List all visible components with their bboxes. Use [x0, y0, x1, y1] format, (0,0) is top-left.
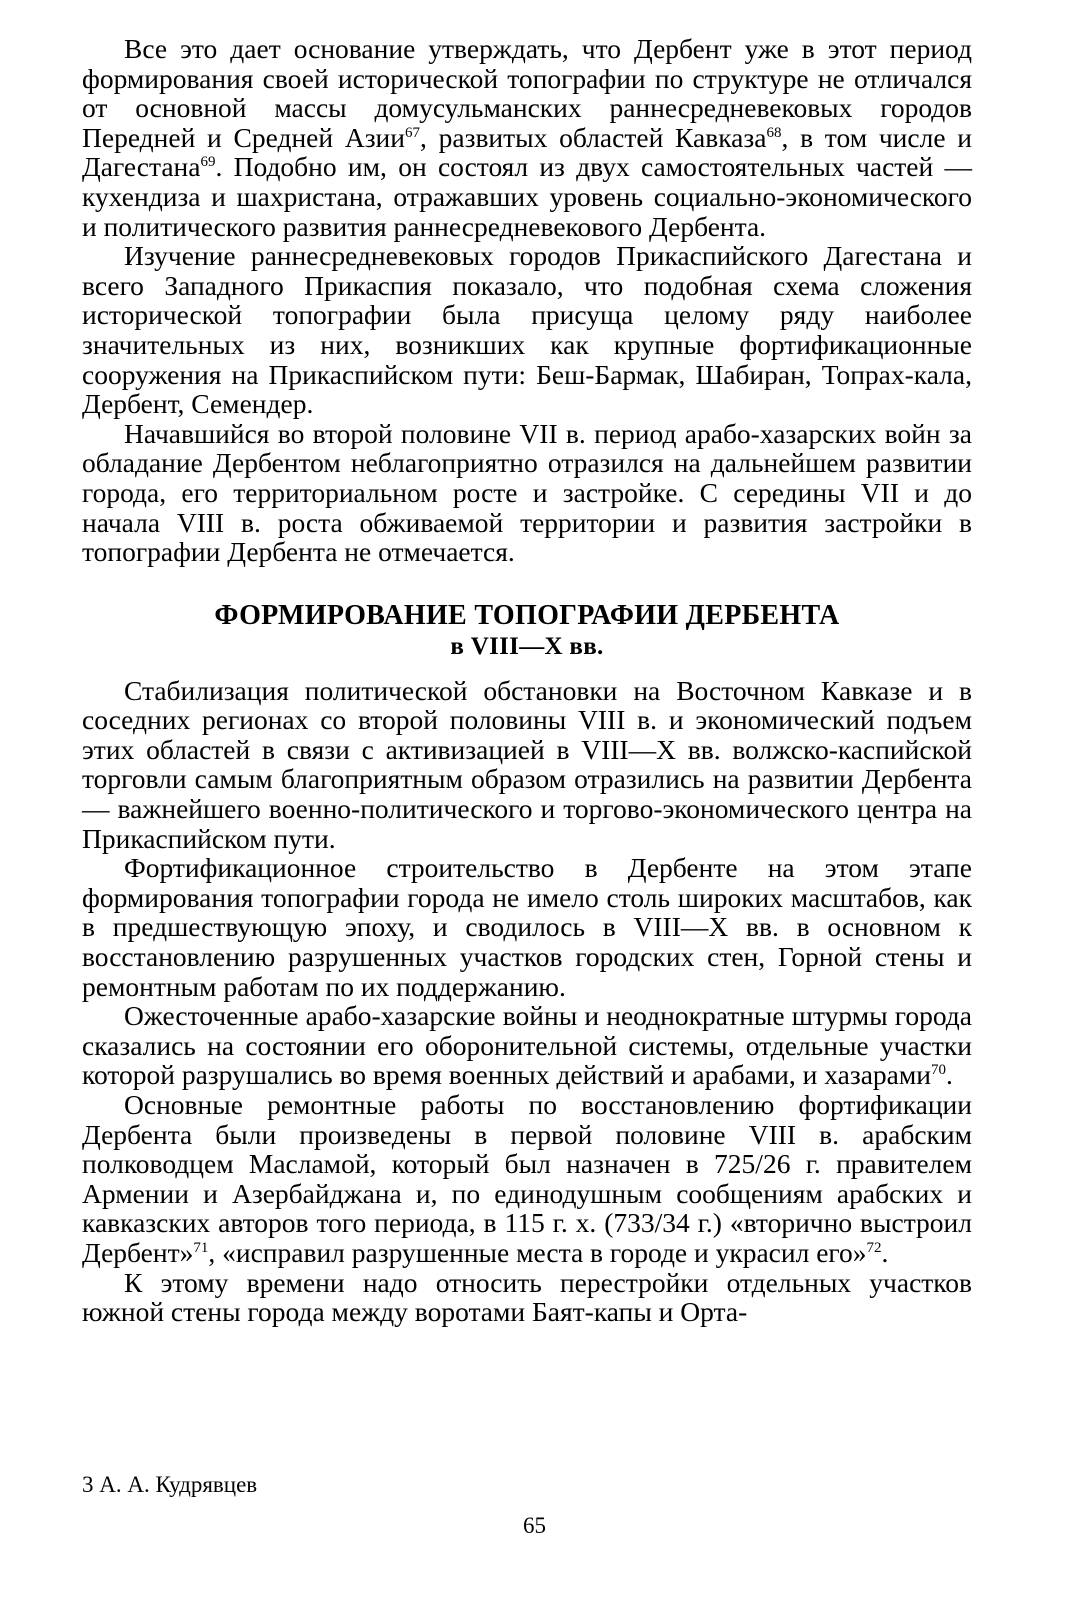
paragraph-5: Фортификационное строительство в Дербенте на этом этапе формирования топографии города не имело столь широких масштабов, как в предшествующую эпоху, и сводилось в VIII—X вв. в основном к восстановлению разрушенных участков городских стен, Горной стены и ремонтным работам по их поддержанию. [82, 852, 972, 1002]
paragraph-1-text-d: . Подобно им, он состоял из двух самостоятельных частей — кухендиза и шахристана, отражавших уровень социально-экономического и политического развития раннесредневекового Дербента. [82, 151, 972, 242]
page-body [82, 34, 972, 1327]
paragraph-7-text-c: . [881, 1236, 889, 1268]
section-heading [82, 600, 972, 662]
signature-mark: 3 А. А. Кудрявцев [82, 1472, 258, 1497]
paragraph-6-text-b: . [945, 1059, 953, 1091]
paragraph-1-text-a: Все это дает основание утверждать, что Дербент уже в этот период формирования своей исторической топографии по структуре не отличался от основной массы домусульманских раннесредневековых городов Передней и Средней Азии [82, 33, 972, 153]
paragraph-1-text-c: , в том числе и Дагестана [82, 121, 972, 183]
paragraph-8: К этому времени надо относить перестройки отдельных участков южной стены города между воротами Баят-капы и Орта- [82, 1266, 972, 1328]
paragraph-2: Изучение раннесредневековых городов Прикаспийского Дагестана и всего Западного Прикаспия показало, что подобная схема сложения исторической топографии была присуща целому ряду наиболее значительных из них, возникших как крупные фортификационные сооружения на Прикаспийском пути: Беш-Бармак, Шабиран, Топрах-кала, Дербент, Семендер. [82, 240, 972, 420]
paragraph-1-text-b: , развитых областей Кавказа [420, 121, 767, 153]
paragraph-3: Начавшийся во второй половине VII в. период арабо-хазарских войн за обладание Дербентом неблагоприятно отразился на дальнейшем развитии города, его территориальном росте и застройке. С середины VII и до начала VIII в. роста обживаемой территории и развития застройки в топографии Дербента не отмечается. [82, 417, 972, 568]
footnote-ref-69[interactable]: 69 [200, 154, 216, 171]
footnote-ref-71[interactable]: 71 [193, 1239, 209, 1256]
paragraph-6 [82, 1001, 972, 1090]
paragraph-7-text-b: , «исправил разрушенные места в городе и украсил его» [208, 1236, 867, 1268]
paragraph-6-text-a: Ожесточенные арабо-хазарские войны и неоднократные штурмы города сказались на состоянии его оборонительной системы, отдельные участки которой разрушались во время военных действий и арабами, и хазарами [82, 1000, 972, 1091]
paragraph-7 [82, 1090, 972, 1268]
footnote-ref-70[interactable]: 70 [930, 1062, 946, 1079]
footnote-ref-72[interactable]: 72 [866, 1239, 882, 1256]
paragraph-4: Стабилизация политической обстановки на Восточном Кавказе и в соседних регионах со второй половины VIII в. и экономический подъем этих областей в связи с активизацией в VIII—X вв. волжско-каспийской торговли самым благоприятным образом отразились на развитии Дербента — важнейшего военно-политического и торгово-экономического центра на Прикаспийском пути. [82, 674, 972, 854]
section-heading-subtitle: в VIII—X вв. [450, 632, 604, 660]
footnote-ref-68[interactable]: 68 [766, 124, 782, 141]
section-heading-title: ФОРМИРОВАНИЕ ТОПОГРАФИИ ДЕРБЕНТА [214, 599, 840, 631]
page-number: 65 [523, 1513, 546, 1538]
paragraph-7-text-a: Основные ремонтные работы по восстановлению фортификации Дербента были произведены в первой половине VIII в. арабским полководцем Масламой, который был назначен в 725/26 г. правителем Армении и Азербайджана и, по единодушным сообщениям арабских и кавказских авторов того периода, в 115 г. х. (733/34 г.) «вторично выстроил Дербент» [82, 1089, 972, 1268]
paragraph-1 [82, 34, 972, 241]
footnote-ref-67[interactable]: 67 [405, 124, 420, 141]
